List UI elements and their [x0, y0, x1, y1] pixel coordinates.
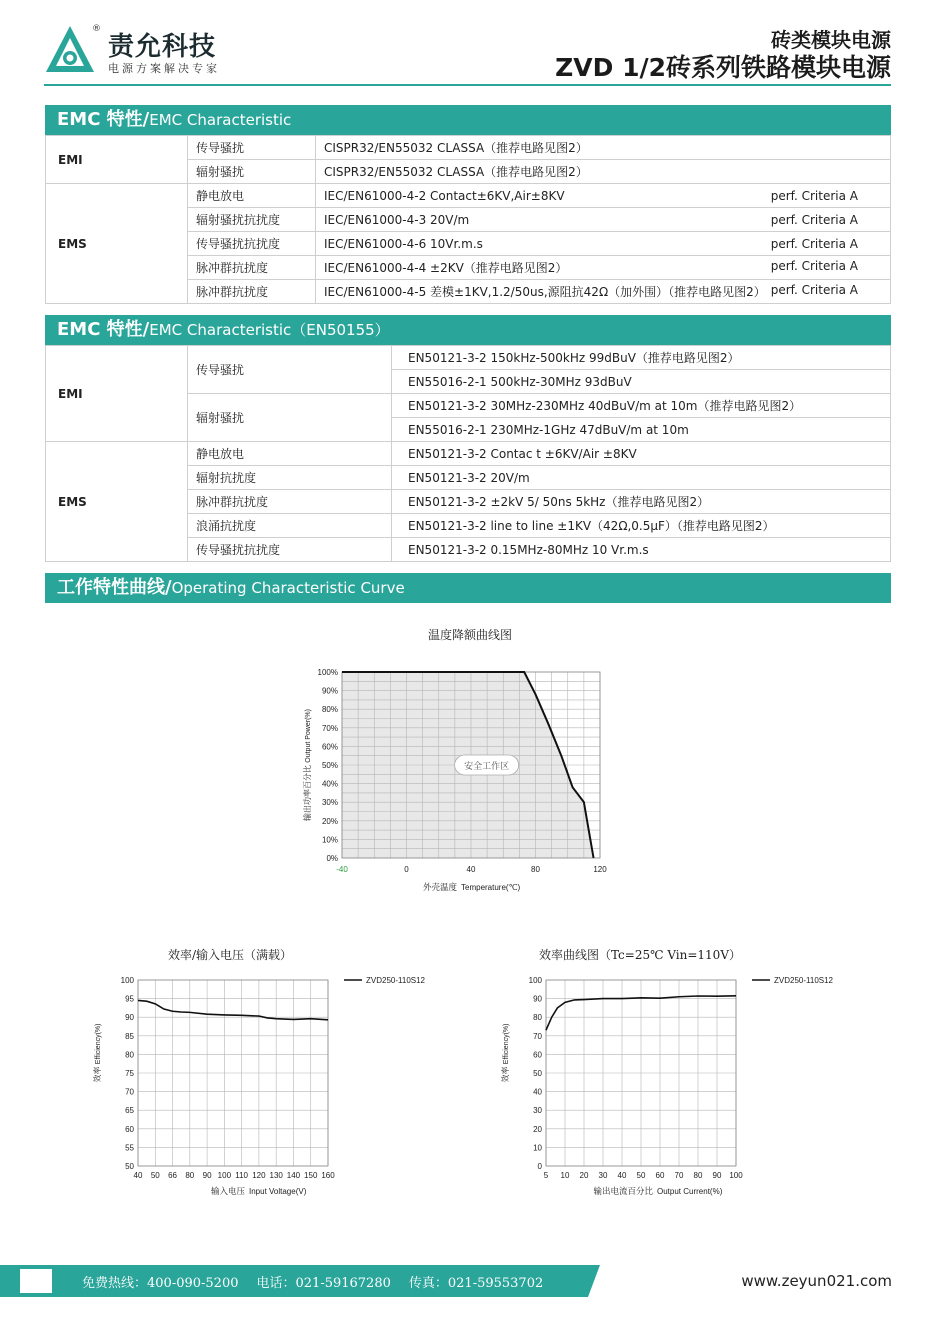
x-tick-label: 66: [168, 1171, 177, 1180]
ems-item: 辐射骚扰抗扰度: [188, 208, 316, 232]
brand-name: 责允科技: [108, 32, 217, 62]
legend-label: ZVD250-110S12: [774, 976, 833, 985]
y-tick-label: 20%: [321, 816, 338, 826]
y-axis-label: [302, 709, 312, 821]
x-tick-label: 40: [617, 1171, 627, 1180]
criteria-label: perf. Criteria A: [770, 283, 858, 297]
y-axis-label-cn: 输出功率百分比: [303, 762, 312, 821]
ems-item: 静电放电: [188, 184, 316, 208]
emi-item: 传导骚扰: [188, 346, 392, 394]
y-tick-label: 10%: [321, 835, 338, 845]
x-tick-label: 80: [185, 1171, 195, 1180]
x-tick-label: 90: [712, 1171, 722, 1180]
ems-spec: EN50121-3-2 ±2kV 5/ 50ns 5kHz（推荐电路见图2）: [392, 490, 891, 514]
emi-item: 辐射骚扰: [188, 394, 392, 442]
emi-group-label: EMI: [46, 136, 188, 184]
brand-slogan: 电源方案解决专家: [108, 62, 220, 75]
emi-spec: EN50121-3-2 150kHz-500kHz 99dBuV（推荐电路见图2）: [392, 346, 891, 370]
y-tick-label: 80: [533, 1013, 542, 1023]
brand-logo-icon: [44, 24, 96, 74]
y-tick-label: 50: [533, 1069, 542, 1078]
y-tick-label: 50: [125, 1162, 134, 1171]
efficiency-voltage-chart: [88, 968, 458, 1203]
efficiency-current-chart-title: 效率曲线图（Tc=25℃ Vin=110V）: [538, 948, 741, 962]
x-axis-label-cn: 输入电压: [210, 1186, 245, 1196]
y-axis-label: [500, 1024, 510, 1083]
x-axis-label-cn: 输出电流百分比: [593, 1186, 653, 1196]
x-tick-label: 60: [655, 1171, 665, 1180]
x-tick-label: 10: [560, 1171, 570, 1180]
ems-group-label: EMS: [46, 442, 188, 562]
y-tick-label: 90: [125, 1013, 134, 1023]
ems-item: 传导骚扰抗扰度: [188, 538, 392, 562]
y-tick-label: 80: [125, 1050, 134, 1060]
annotation-label: 安全工作区: [464, 761, 510, 771]
x-axis-label-en: Output Current(%): [657, 1187, 723, 1196]
x-tick-label: 100: [217, 1171, 232, 1180]
x-tick-label: 120: [593, 865, 607, 874]
doc-title-line2: ZVD 1/2砖系列铁路模块电源: [555, 53, 891, 82]
y-tick-label: 80%: [321, 705, 338, 715]
y-tick-label: 55: [125, 1143, 134, 1153]
y-tick-label: 60: [533, 1050, 542, 1060]
efficiency-current-chart: [496, 968, 866, 1203]
y-tick-label: 85: [125, 1031, 134, 1041]
y-tick-label: 100: [528, 976, 542, 985]
criteria-label: perf. Criteria A: [770, 236, 858, 251]
fax: 传真：021-59553702: [408, 1276, 544, 1291]
x-axis-label-en: Temperature(℃): [461, 883, 521, 892]
x-tick-label: 0: [404, 865, 409, 874]
ems-spec: EN50121-3-2 Contac t ±6KV/Air ±8KV: [392, 442, 891, 466]
emi-spec: CISPR32/EN55032 CLASSA（推荐电路见图2）: [316, 136, 891, 160]
criteria-label: perf. Criteria A: [770, 188, 858, 203]
x-tick-label: 40: [133, 1171, 143, 1180]
table-row: [46, 184, 891, 208]
x-tick-label: 5: [543, 1171, 549, 1180]
x-tick-label: 80: [693, 1171, 703, 1180]
ems-spec: EN50121-3-2 20V/m: [392, 466, 891, 490]
y-tick-label: 70%: [321, 723, 338, 733]
y-tick-label: 100%: [317, 668, 338, 677]
criteria-label: perf. Criteria A: [770, 212, 858, 227]
footer-contacts: [82, 1272, 561, 1291]
emi-spec: CISPR32/EN55032 CLASSA（推荐电路见图2）: [316, 160, 891, 184]
efficiency-voltage-chart-title: 效率/输入电压（满载）: [167, 948, 293, 962]
ems-group-label: EMS: [46, 184, 188, 304]
section-emc-en50155-title: EMC 特性/EMC Characteristic（EN50155）: [45, 315, 891, 345]
y-axis-label-cn: 效率: [501, 1064, 510, 1083]
table-row: [46, 442, 891, 466]
x-axis-label-en: Input Voltage(V): [249, 1187, 307, 1196]
x-tick-label: 110: [235, 1171, 249, 1180]
y-axis-label-en: Efficiency(%): [503, 1023, 510, 1065]
ems-spec: EN50121-3-2 line to line ±1KV（42Ω,0.5μF）（推荐电路见图2）: [392, 514, 891, 538]
derating-chart-title: 温度降额曲线图: [427, 628, 512, 642]
x-tick-label: 160: [321, 1171, 335, 1180]
y-tick-label: 75: [125, 1069, 134, 1078]
website-link[interactable]: www.zeyun021.com: [741, 1272, 892, 1290]
y-tick-label: 60%: [321, 742, 338, 752]
y-tick-label: 90%: [321, 686, 338, 696]
x-tick-label: 130: [269, 1171, 283, 1180]
emi-item: 辐射骚扰: [188, 160, 316, 184]
ems-item: 静电放电: [188, 442, 392, 466]
x-tick-label: 100: [729, 1171, 743, 1180]
emc-en50155-table: [45, 345, 891, 562]
emi-spec: EN50121-3-2 30MHz-230MHz 40dBuV/m at 10m（推荐电路见图2）: [392, 394, 891, 418]
x-tick-label: -40: [336, 865, 348, 874]
emi-spec: EN55016-2-1 230MHz-1GHz 47dBuV/m at 10m: [392, 418, 891, 442]
x-tick-label: 50: [636, 1171, 646, 1180]
hotline: 免费热线：400-090-5200: [82, 1276, 239, 1291]
y-axis-label-en: Output Power(%): [305, 709, 312, 763]
section-curves-title: 工作特性曲线/Operating Characteristic Curve: [45, 573, 891, 603]
derating-chart: [290, 660, 630, 900]
ems-item: 脉冲群抗扰度: [188, 490, 392, 514]
y-tick-label: 0: [537, 1162, 542, 1171]
table-row: [46, 346, 891, 370]
x-tick-label: 80: [531, 865, 540, 874]
y-tick-label: 20: [533, 1124, 542, 1134]
page-footer: [0, 1265, 935, 1297]
ems-item: 脉冲群抗扰度: [188, 256, 316, 280]
x-tick-label: 30: [598, 1171, 608, 1180]
y-tick-label: 30: [533, 1106, 542, 1116]
phone: 电话：021-59167280: [256, 1276, 391, 1291]
y-tick-label: 65: [125, 1106, 134, 1116]
ems-spec: IEC/EN61000-4-5 差模±1KV,1.2/50us,源阻抗42Ω（加外围）（推荐电路见图2） perf. Criteria A: [316, 280, 891, 304]
x-tick-label: 150: [304, 1171, 318, 1180]
x-tick-label: 20: [579, 1171, 589, 1180]
criteria-label: perf. Criteria A: [770, 259, 858, 273]
ems-spec: EN50121-3-2 0.15MHz-80MHz 10 Vr.m.s: [392, 538, 891, 562]
y-axis-label-cn: 效率: [93, 1064, 102, 1083]
y-axis-label-en: Efficiency(%): [95, 1023, 102, 1065]
y-tick-label: 40%: [321, 779, 338, 789]
emi-group-label: EMI: [46, 346, 188, 442]
emi-item: 传导骚扰: [188, 136, 316, 160]
y-tick-label: 30%: [321, 798, 338, 808]
ems-item: 脉冲群抗扰度: [188, 280, 316, 304]
y-tick-label: 100: [120, 976, 134, 985]
ems-spec: IEC/EN61000-4-3 20V/m perf. Criteria A: [316, 208, 891, 232]
ems-item: 辐射抗扰度: [188, 466, 392, 490]
ems-spec: IEC/EN61000-4-4 ±2KV（推荐电路见图2） perf. Criteria A: [316, 256, 891, 280]
y-tick-label: 10: [533, 1143, 542, 1153]
doc-title-line1: 砖类模块电源: [771, 28, 891, 52]
x-tick-label: 90: [202, 1171, 212, 1180]
x-tick-label: 120: [252, 1171, 266, 1180]
table-row: [46, 136, 891, 160]
y-tick-label: 40: [533, 1087, 542, 1097]
header-divider: [44, 84, 891, 86]
y-tick-label: 90: [533, 994, 542, 1004]
legend-label: ZVD250-110S12: [366, 976, 425, 985]
x-axis-label-cn: 外壳温度: [422, 882, 457, 892]
ems-spec: IEC/EN61000-4-2 Contact±6KV,Air±8KV perf. Criteria A: [316, 184, 891, 208]
x-tick-label: 140: [286, 1171, 301, 1180]
ems-item: 浪涌抗扰度: [188, 514, 392, 538]
y-tick-label: 0%: [326, 854, 338, 863]
section-emc-title: EMC 特性/EMC Characteristic: [45, 105, 891, 135]
ems-item: 传导骚扰抗扰度: [188, 232, 316, 256]
y-tick-label: 60: [125, 1124, 134, 1134]
y-tick-label: 50%: [321, 761, 338, 770]
x-tick-label: 40: [466, 865, 476, 874]
ems-spec: IEC/EN61000-4-6 10Vr.m.s perf. Criteria A: [316, 232, 891, 256]
y-axis-label: [92, 1024, 102, 1083]
y-tick-label: 70: [125, 1087, 134, 1097]
x-tick-label: 50: [150, 1171, 160, 1180]
y-tick-label: 70: [533, 1031, 542, 1041]
y-tick-label: 95: [125, 994, 134, 1004]
emc-table: [45, 135, 891, 304]
registered-mark: ®: [92, 24, 101, 34]
page-header: [0, 0, 935, 100]
footer-square: [20, 1269, 52, 1293]
x-tick-label: 70: [674, 1171, 684, 1180]
emi-spec: EN55016-2-1 500kHz-30MHz 93dBuV: [392, 370, 891, 394]
